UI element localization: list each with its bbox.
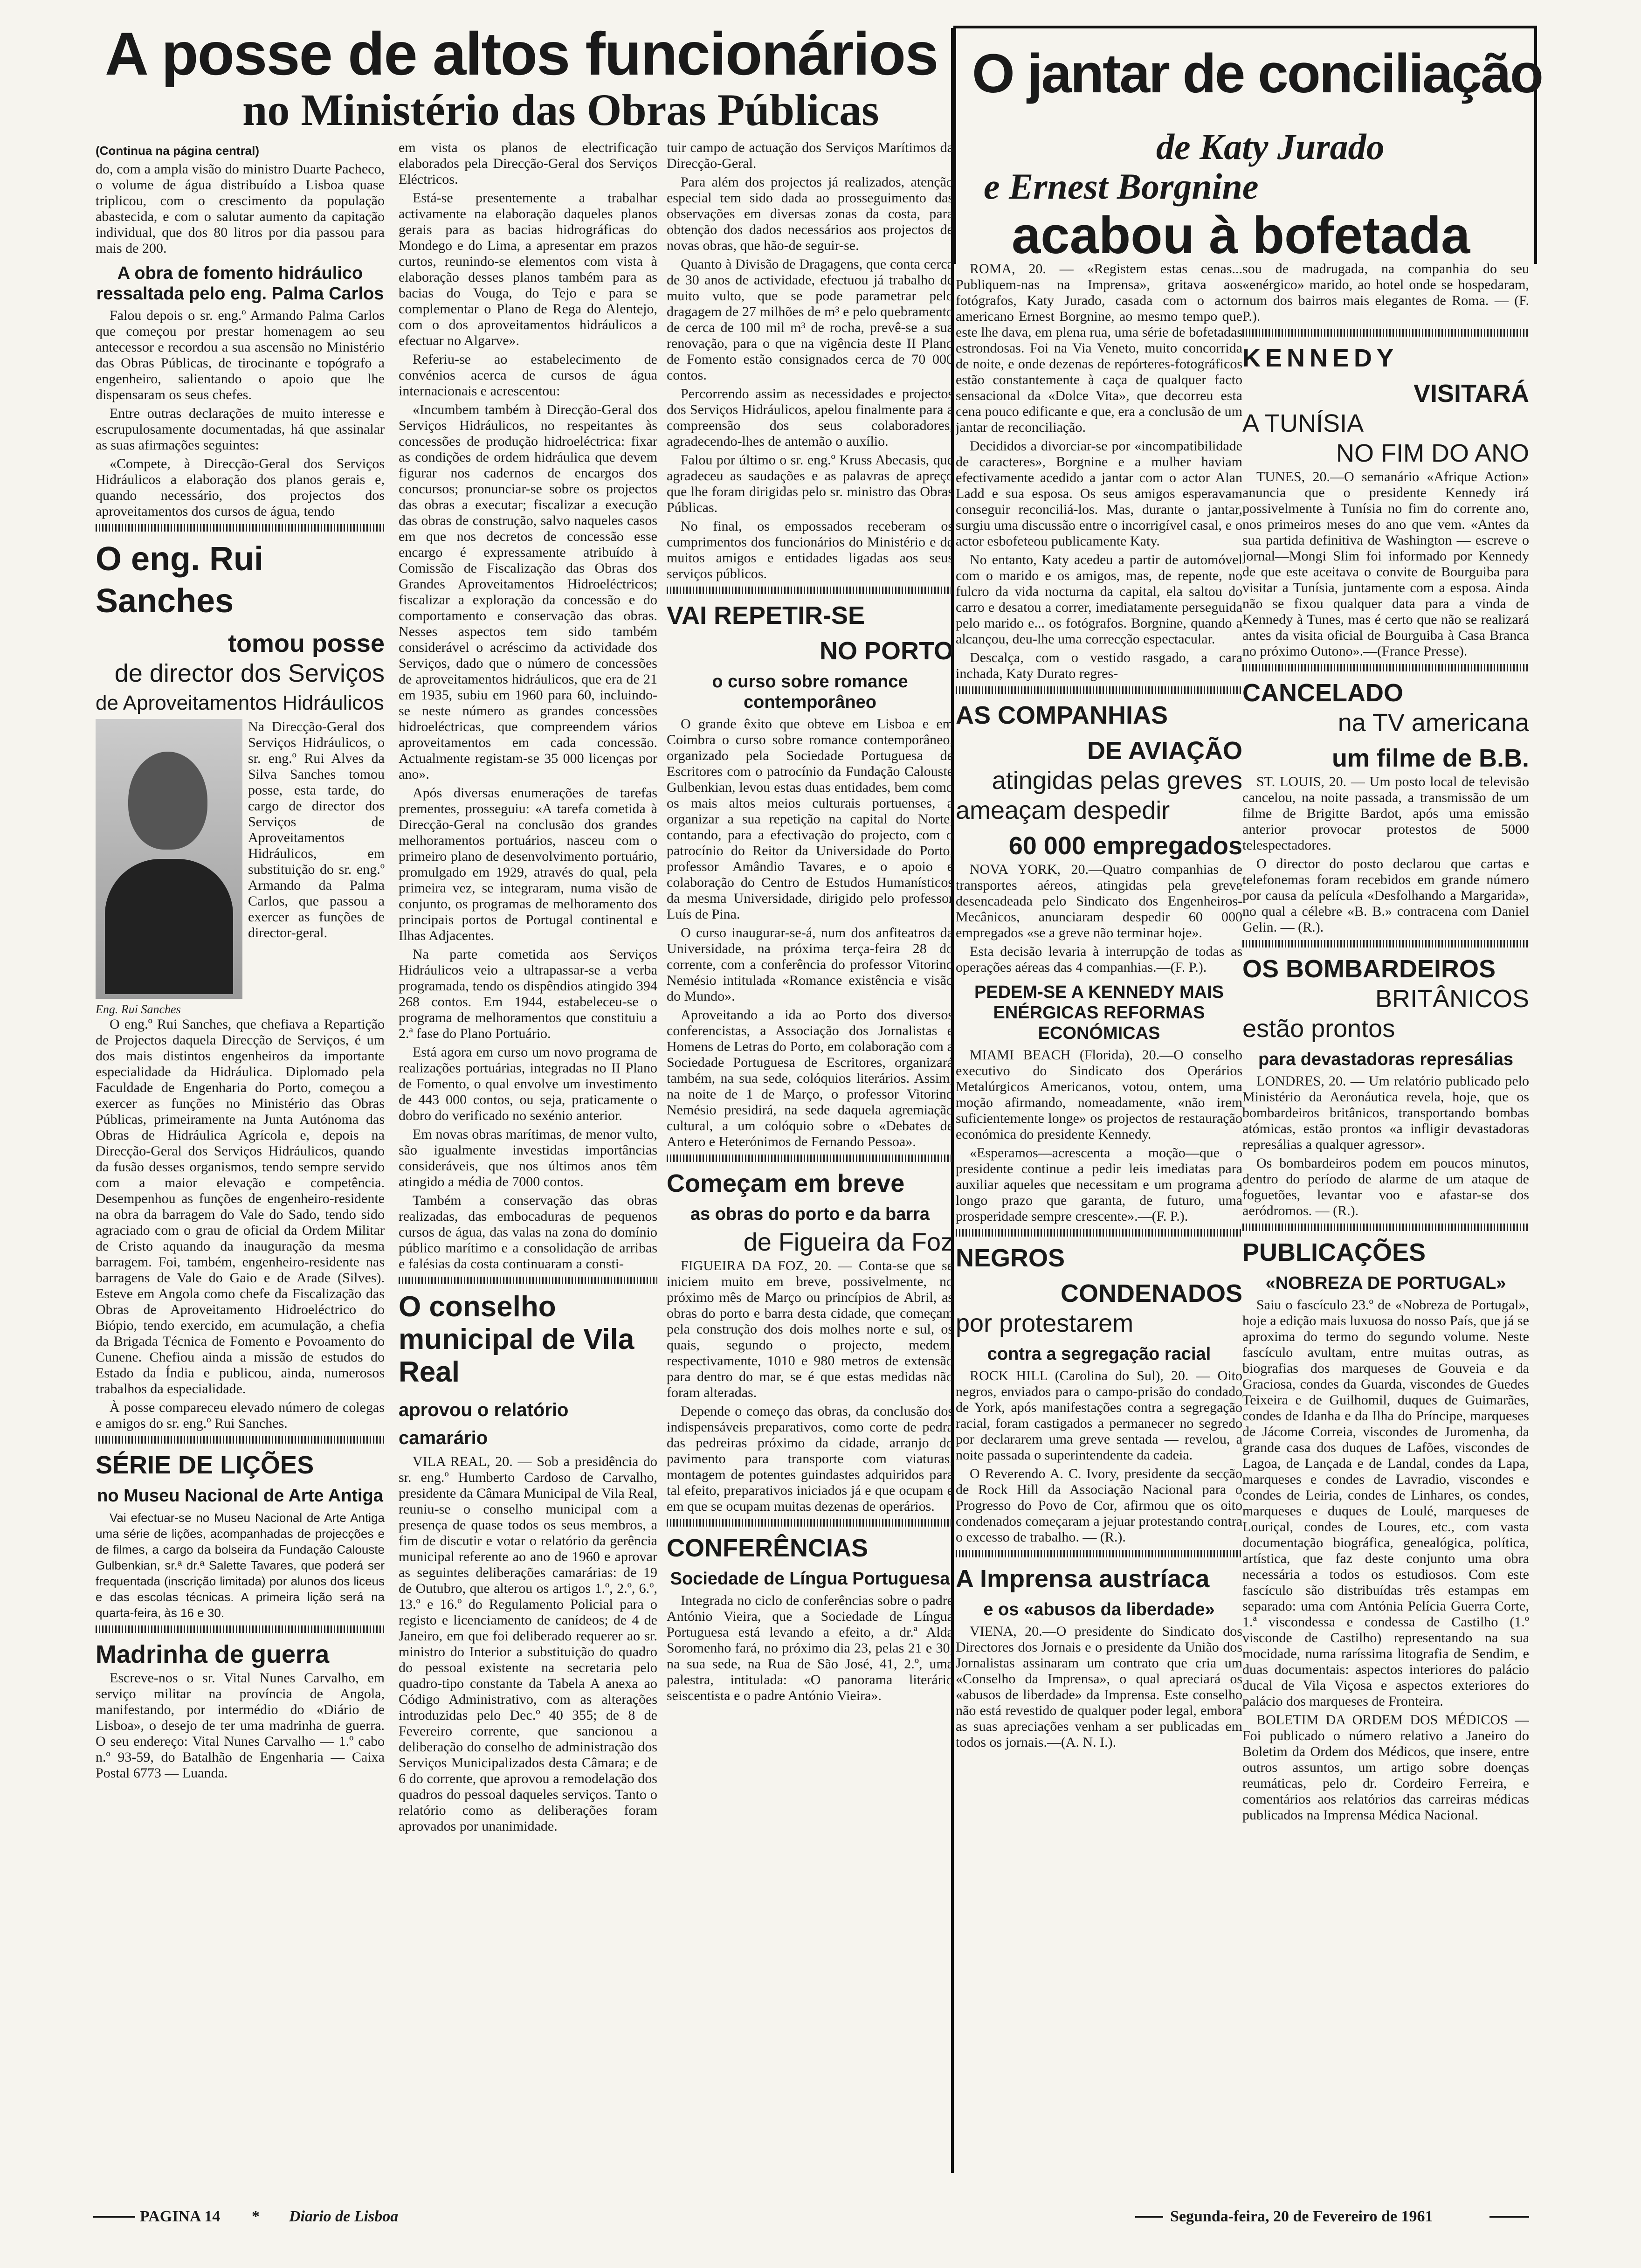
article-paragraph: ROMA, 20. — «Registem estas cenas... Publiquem-nas na Imprensa», gritava aos fotógrafos, Katy Jurado, casada com o actor americano Ernest Borgnine, ao mesmo tempo que este lhe dava, em plena rua, uma série de bofetadas estrondosas. Foi na Via Veneto, muito concorrida de noite, e onde dezenas de repórteres-fotográficos estão constantemente à caça de qualquer facto sensacional da «Dolce Vita», que decorreu esta cena pouco edificante e que, era a conclusão de um jantar de reconciliação. [956,261,1242,435]
article-paragraph: «Incumbem também à Direcção-Geral dos Serviços Hidráulicos, no respeitantes às concessões de produção hidroeléctrica: fixar as condições de ordem hidráulica que devem figurar nos cadernos de encargos dos concursos; pronunciar-se sobre os projectos das obras a executar; fiscalizar a execução das obras de construção, salvo naqueles casos em que nos decretos de concessão esse encargo é expressamente atribuído à Comissão de Fiscalização das Obras dos Grandes Aproveitamentos Hidroeléctricos; fiscalizar a exploração da concessão e do comportamento e conservação das obras. Nesses aspectos tem sido também considerável o acréscimo da actividade dos Serviços, dado que o número de concessões de aproveitamentos hidráulicos, que era de 21 em 1935, subiu em 1960 para 60, incluindo-se neste número as grandes concessões hidroeléctricas, que compreendem vários aproveitamentos em cada concessão. Actualmente registam-se 35 000 licenças por ano». [399,402,657,782]
cancelado-headline: CANCELADO [1242,679,1403,707]
conferencias-headline: CONFERÊNCIAS [667,1534,869,1562]
vila-real-subhead: aprovou o relatório camarário [399,1400,569,1448]
section-divider [96,1436,385,1444]
article-paragraph: TUNES, 20.—O semanário «Afrique Action» anuncia que o presidente Kennedy irá possivelmente à Tunísia no fim do corrente ano, nos primeiros meses do ano que vem. «Antes da sua partida definitiva de Washington — escreve o jornal—Mongi Slim foi informado por Kennedy de que este aceitava o convite de Bourguiba para visitar a Tunísia, juntamente com a esposa. Ainda não se fixou qualquer data para a vinda de Kennedy à Tunes, mas é certo que não se realizará antes da visita oficial de Bourguiba à Casa Branca no próximo Outono».—(France Presse). [1242,469,1529,659]
figueira-headline: Começam em breve [667,1169,905,1197]
article-paragraph: Referiu-se ao estabelecimento de convénios acerca de cursos de água internacionais e acrescentou: [399,352,657,399]
cancelado-sub2: um filme de B.B. [1331,744,1529,772]
article-paragraph: Em novas obras marítimas, de menor vulto, são igualmente investidas importâncias consideráveis, que nos últimos anos têm atingido a média de 7000 contos. [399,1127,657,1189]
article-paragraph: Quanto à Divisão de Dragagens, que conta cerca de 30 anos de actividade, efectuou já trabalho de muito vulto, que se pode parametrar pelo dragagem de 27 milhões de m³ e pelo quebramento de cerca de 100 mil m³ de rocha, prevê-se a sua renovação, para o que na vigência deste II Plano de Fomento estão consignados cerca de 70 000 contos. [667,256,953,383]
madrinha-headline: Madrinha de guerra [96,1640,330,1668]
kennedy-sub2: NO FIM DO ANO [1336,439,1529,467]
figueira-subhead2: de Figueira da Foz [743,1228,953,1256]
section-divider [96,1625,385,1633]
jantar-headline-line1: O jantar de conciliação [972,43,1542,104]
article-paragraph: Para além dos projectos já realizados, atenção especial tem sido dada ao prosseguimento das observações em diversas zonas da costa, para obtenção dos dados necessários aos projectos de novas obras, que hão-de seguir-se. [667,174,953,253]
bombardeiros-sub1: estão prontos [1242,1015,1395,1043]
article-paragraph: O curso inaugurar-se-á, num dos anfiteatros da Universidade, na próxima terça-feira 28 do corrente, com a conferência do professor Vitorino Nemésio intitulada «Romance existência e visão do Mundo». [667,925,953,1004]
article-paragraph: ROCK HILL (Carolina do Sul), 20. — Oito negros, enviados para o campo-prisão do condado de York, após manifestações contra a segregação racial, foram castigados a permanecer no segredo por declararem uma greve sentada — revelou, a noite passada o superintendente da cadeia. [956,1368,1242,1463]
article-paragraph: NOVA YORK, 20.—Quatro companhias de transportes aéreos, atingidas pela greve desencadeada pelo Sindicato dos Engenheiros-Mecânicos, anunciaram despedir 60 000 empregados «se a greve não terminar hoje». [956,862,1242,940]
section-divider [667,1519,953,1527]
footer-date: Segunda-feira, 20 de Fevereiro de 1961 [1170,2208,1433,2225]
vila-real-headline: O conselho municipal de Vila Real [399,1291,634,1388]
portrait-body [105,859,233,994]
article-paragraph: Esta decisão levaria à interrupção de todas as operações aéreas das 4 companhias.—(F. P.). [956,944,1242,975]
section-divider [956,1550,1242,1557]
portrait-face [128,752,207,850]
section-divider [1242,1224,1529,1231]
article-paragraph: do, com a ampla visão do ministro Duarte Pacheco, o volume de água distribuído a Lisboa quase triplicou, com o crescimento da população abastecida, e com o salutar aumento da capitação individual, que dos 80 litros por dia passou para mais de 200. [96,161,385,256]
article-paragraph: O director do posto declarou que cartas e telefonemas foram recebidos em grande número por causa da película «Desfolhando a Margarida», no qual a célebre «B. B.» contracena com Daniel Gelin. — (R.). [1242,856,1529,935]
section-divider [96,524,385,532]
photo-caption: Eng. Rui Sanches [96,1003,181,1016]
article-paragraph: Saiu o fascículo 23.º de «Nobreza de Portugal», hoje a edição mais luxuosa do nosso País, que já se aproxima do termo do segundo volume. Neste fascículo avultam, entre muitas outras, as biografias dos marqueses de Gouveia e da Graciosa, condes da Guarda, viscondes de Guedes Teixeira e de Guilhomil, duques de Guimarães, condes de Idanha e da Ilha do Príncipe, marqueses de Jácome Correia, viscondes de Juromenha, da grande casa dos duques de Lafões, viscondes de Lagoa, de Lançada e de Landal, condes da Lapa, marqueses e condes de Lavradio, viscondes e condes de Leiria, condes de Linhares, os condes, marqueses e duques de Loulé, marqueses de Louriçal, condes de Loures, etc., com vasta documentação biográfica, genealógica, política, artística, que faz deste conjunto uma obra necessária a todos os estudiosos. Com este fascículo são distribuídas três estampas em separado: uma com Antónia Pelícia Guerra Corte, 1.ª viscondessa e condessa de Castilho (1.º visconde de Castilho) representando na sua mocidade, numa raríssima litografia de Sendim, e duas documentais: aspectos interiores do palácio ducal de Vila Viçosa e aspectos exteriores do palácio dos marqueses de Fronteira. [1242,1297,1529,1709]
column-5 [1242,261,1529,2154]
kennedy-headline-1: KENNEDY [1242,344,1399,372]
section-divider [956,1229,1242,1237]
article-paragraph: Descalça, com o vestido rasgado, a cara inchada, Katy Durato regres- [956,650,1242,681]
publicacoes-subhead: «NOBREZA DE PORTUGAL» [1265,1273,1506,1293]
aviacao-sub2: ameaçam despedir [956,796,1170,824]
jantar-headline-line3: e Ernest Borgnine [984,166,1259,207]
article-paragraph: Aproveitando a ida ao Porto dos diversos conferencistas, a Associação dos Jornalistas e Homens de Letras do Porto, em colaboração com a Sociedade Portuguesa de Escritores, organizará também, na sua sede, colóquios literários. Assim, na noite de 1 de Março, o professor Vitorino Nemésio presidirá, na sede daquela agremiação cultural, a um colóquio sobre o «Debates de Antero e Heterónimos de Fernando Pessoa». [667,1007,953,1149]
section-divider [1242,664,1529,671]
rui-sanches-sub2: de director dos Serviços [114,659,385,687]
jantar-headline-line2: de Katy Jurado [1156,126,1385,167]
footer-rule-mid [1135,2216,1163,2218]
article-paragraph: tuir campo de actuação dos Serviços Marítimos da Direcção-Geral. [667,140,953,171]
article-paragraph: Entre outras declarações de muito interesse e escrupulosamente documentadas, há que assinalar as suas afirmações seguintes: [96,406,385,453]
aviacao-sub1: atingidas pelas greves [992,767,1242,795]
figueira-subhead: as obras do porto e da barra [690,1204,930,1224]
rui-sanches-headline: O eng. Rui Sanches [96,540,263,620]
article-paragraph: Integrada no ciclo de conferências sobre o padre António Vieira, que a Sociedade de Língua Portuguesa está levando a efeito, a dr.ª Alda Soromenho fará, no próximo dia 23, pelas 21 e 30, na sua sede, na Rua de São José, 41, 2.º, uma palestra, intitulada: «O panorama literário seiscentista e o padre António Vieira». [667,1593,953,1703]
bombardeiros-sub2: para devastadoras represálias [1258,1050,1514,1069]
continua-note: (Continua na página central) [96,144,260,158]
article-paragraph: Falou por último o sr. eng.º Kruss Abecasis, que agradeceu as saudações e as palavras de apreço que lhe foram dirigidas pelo sr. ministro das Obras Públicas. [667,452,953,515]
footer-star: * [252,2208,260,2225]
article-paragraph: Decididos a divorciar-se por «incompatibilidade de caracteres», Borgnine e a mulher haviam efectivamente acedido a jantar com o actor Alan Ladd e sua esposa. Os seus amigos esperavam conseguir reconciliá-los. Mas, durante o jantar, surgiu uma discussão entre o incorrigível casal, e o actor esbofeteou publicamente Katy. [956,438,1242,549]
negros-headline-1: NEGROS [956,1244,1065,1272]
article-paragraph: Está-se presentemente a trabalhar activamente na elaboração daqueles planos gerais para as bacias hidrográficas do Mondego e do Lima, a apresentar em prazos curtos, reunindo-se elementos com vista à elaboração desses planos também para as bacias do Vouga, do Tejo e para se complementar o Plano de Rega do Alentejo, com o dos aproveitamentos hidráulicos a efectuar no Algarve». [399,190,657,348]
column-1 [96,140,385,2154]
article-paragraph: No entanto, Katy acedeu a partir de automóvel com o marido e os amigos, mas, de repente, no fulcro da vida nocturna da capital, ela saltou do carro e desatou a correr, imediatamente perseguida pelo marido e... os fotógrafos. Borgnine, quando a alcançou, deu-lhe uma correcção espectacular. [956,552,1242,647]
article-paragraph: O Reverendo A. C. Ivory, presidente da secção de Rock Hill da Associação Nacional para o Progresso do Povo de Cor, afirmou que os oito condenados começaram a jejuar protestando contra o excesso de trabalho. — (R.). [956,1466,1242,1545]
porto-headline-2: NO PORTO [819,637,953,665]
bombardeiros-headline-2: BRITÂNICOS [1375,985,1529,1013]
article-paragraph: O eng.º Rui Sanches, que chefiava a Repartição de Projectos daquela Direcção de Serviços, é um dos mais distintos engenheiros da importante especialidade da Hidráulica. Diplomado pela Faculdade de Engenharia do Porto, começou a exercer as funções no Ministério das Obras Públicas, primeiramente na Junta Autónoma das Obras de Hidráulica Agrícola e, depois na Direcção-Geral dos Serviços Hidráulicos, quando da fusão desses organismos, tendo sempre servido com a maior elevação e competência. Desempenhou as funções de engenheiro-residente na obra da barragem do Vale do Sado, tendo sido agraciado com o grau de oficial da Ordem Militar de Cristo aquando da inauguração da mesma barragem. Foi, também, engenheiro-residente nas barragens de Vale do Gaio e de Arade (Silves). Esteve em Angola como chefe da Fiscalização das Obras de Aproveitamento Hidroeléctrico do Biópio, tendo exercido, em acumulação, a chefia da Brigada Técnica de Fomento e Povoamento do Cunene. Chefiou ainda a missão de estudos do Estado da Índia e publicou, ainda, numerosos trabalhos da especialidade. [96,1016,385,1397]
article-paragraph: VILA REAL, 20. — Sob a presidência do sr. eng.º Humberto Cardoso de Carvalho, presidente da Câmara Municipal de Vila Real, reuniu-se o conselho municipal com a presença de quase todos os seus membros, a fim de discutir e votar o relatório da gerência municipal referente ao ano de 1960 e aprovar as seguintes deliberações camarárias: de 19 de Outubro, que alterou os artigos 1.º, 2.º, 6.º, 13.º e 16.º do Regulamento Policial para o registo e licenciamento de canídeos; de 4 de Janeiro, em que foi deliberado requerer ao sr. ministro do Interior a substituição do quadro do pessoal existente na secretaria pelo quadro-tipo constante da Tabela A anexa ao Código Administrativo, com as alterações introduzidas pelo Dec.º 40 355; de 8 de Fevereiro corrente, que sancionou a deliberação do conselho de administração dos Serviços Municipalizados desta Câmara; e de 6 do corrente, que aprovou a remodelação dos quadros do pessoal daqueles serviços. Tanto o relatório como as deliberações foram aprovados por unanimidade. [399,1454,657,1834]
negros-headline-2: CONDENADOS [1060,1279,1242,1307]
article-subhead: A obra de fomento hidráulico ressaltada pelo eng. Palma Carlos [96,263,384,304]
article-paragraph: «Compete, à Direcção-Geral dos Serviços Hidráulicos a elaboração dos planos gerais e, quando necessário, dos projectos dos aproveitamentos dos cursos de água, tendo [96,456,385,519]
serie-headline: SÉRIE DE LIÇÕES [96,1451,314,1479]
article-paragraph: Na parte cometida aos Serviços Hidráulicos veio a ultrapassar-se a verba programada, tendo os dispêndios atingido 394 268 contos. Em 1944, estabeleceu-se o programa de melhoramentos que constituiu a 2.ª fase do Plano Portuário. [399,947,657,1041]
article-paragraph: Vai efectuar-se no Museu Nacional de Arte Antiga uma série de lições, acompanhadas de projecções e de filmes, a cargo da bolseira da Fundação Calouste Gulbenkian, sr.ª dr.ª Salette Tavares, que poderá ser frequentada (inscrição limitada) por alunos dos liceus e das escolas técnicas. A primeira lição será na quarta-feira, às 16 e 30. [96,1511,385,1620]
portrait-photo [96,719,242,999]
serie-subhead: no Museu Nacional de Arte Antiga [97,1486,383,1506]
kennedy-sub1: A TUNÍSIA [1242,409,1364,437]
bombardeiros-headline-1: OS BOMBARDEIROS [1242,955,1496,983]
section-divider [1242,940,1529,947]
rui-sanches-sub3: de Aproveitamentos Hidráulicos [96,691,384,714]
section-divider [667,1155,953,1162]
article-paragraph: «Esperamos—acrescenta a moção—que o presidente continue a pedir leis imediatas para auxiliar aqueles que necessitam e um programa a longo prazo que garanta, de futuro, uma prosperidade sempre crescente».—(F. P.). [956,1145,1242,1224]
section-divider [667,587,953,594]
section-divider [1242,329,1529,337]
porto-subhead: o curso sobre romance contemporâneo [712,672,908,712]
kennedy-reform-headline: PEDEM-SE A KENNEDY MAIS ENÉRGICAS REFORMAS ECONÓMICAS [974,982,1224,1043]
negros-sub1: por protestarem [956,1309,1134,1337]
article-paragraph: Falou depois o sr. eng.º Armando Palma Carlos que começou por prestar homenagem ao seu antecessor e recordou a sua ascensão no Ministério das Obras Públicas, de tirocinante e topógrafo a engenheiro, salientando o apoio que lhe dispensaram os seus chefes. [96,308,385,402]
footer-rule-right [1489,2216,1529,2218]
main-headline-line2: no Ministério das Obras Públicas [242,85,879,135]
aviacao-headline-2: DE AVIAÇÃO [1087,737,1242,765]
footer-paper-name: Diario de Lisboa [289,2208,399,2225]
article-paragraph: sou de madrugada, na companhia do seu «enérgico» marido, ao hotel onde se hospedaram, num dos bairros mais elegantes de Roma. — (F. P.). [1242,261,1529,324]
aviacao-headline-1: AS COMPANHIAS [956,701,1168,729]
conferencias-subhead: Sociedade de Língua Portuguesa [670,1569,950,1589]
article-paragraph: Também a conservação das obras realizadas, das embocaduras de pequenos cursos de água, das valas na zona do domínio público marítimo e a consolidação de arribas e falésias da costa continuaram a consti- [399,1193,657,1272]
article-paragraph: MIAMI BEACH (Florida), 20.—O conselho executivo do Sindicato dos Operários Metalúrgicos Americanos, votou, ontem, uma moção afirmando, nomeadamente, «não irem suficientemente longe» os projectos de restauração económica do presidente Kennedy. [956,1047,1242,1142]
column-2 [399,140,657,2154]
section-divider [399,1277,657,1284]
aviacao-sub3: 60 000 empregados [1008,832,1242,860]
imprensa-subhead: e os «abusos da liberdade» [983,1600,1215,1619]
column-3 [667,140,953,2154]
article-paragraph: Escreve-nos o sr. Vital Nunes Carvalho, em serviço militar na província de Angola, manifestando, por intermédio do «Diário de Lisboa», o desejo de ter uma madrinha de guerra. O seu endereço: Vital Nunes Carvalho — 1.º cabo n.º 93-59, do Batalhão de Engenharia — Caixa Postal 6773 — Luanda. [96,1670,385,1781]
rui-sanches-sub1: tomou posse [228,629,385,657]
negros-sub2: contra a segregação racial [987,1344,1211,1364]
article-paragraph: VIENA, 20.—O presidente do Sindicato dos Directores dos Jornais e o presidente da União dos Jornalistas assinaram um contrato que cria um «Conselho da Imprensa», o qual apreciará os «abusos de liberdade» da Imprensa. Este conselho não está revestido de qualquer poder legal, embora as suas apreciações venham a ser publicadas em todos os jornais.—(A. N. I.). [956,1624,1242,1750]
article-paragraph: Após diversas enumerações de tarefas prementes, prosseguiu: «A tarefa cometida à Direcção-Geral na conclusão dos grandes melhoramentos portuários, nasceu com o primeiro plano de desenvolvimento portuário, promulgado em 1929, através do qual, pela primeira vez, se integraram, numa visão de conjunto, os programas de melhoramento dos principais portos de Portugal continental e Ilhas Adjacentes. [399,785,657,943]
footer-rule-left [93,2216,135,2218]
imprensa-headline: A Imprensa austríaca [956,1565,1210,1593]
article-paragraph: LONDRES, 20. — Um relatório publicado pelo Ministério da Aeronáutica revela, hoje, que os bombardeiros britânicos, transportando bombas atómicas, estão prontos «a infligir devastadoras represálias a qualquer agressor». [1242,1073,1529,1152]
main-headline-line1: A posse de altos funcionários [105,20,938,88]
article-paragraph: Percorrendo assim as necessidades e projectos dos Serviços Hidráulicos, apelou finalmente para a compreensão dos seus colaboradores, agradecendo-lhes de antemão o auxílio. [667,386,953,449]
article-paragraph: No final, os empossados receberam os cumprimentos dos funcionários do Ministério e de muitos amigos e entidades ligadas aos seus serviços públicos. [667,519,953,581]
article-paragraph: Está agora em curso um novo programa de realizações portuárias, integradas no II Plano de Fomento, o qual envolve um investimento de 443 000 contos, ou seja, praticamente o dobro do verificado no sexénio anterior. [399,1044,657,1123]
article-paragraph: Depende o começo das obras, da conclusão dos indispensáveis preparativos, como corte de pedra das pedreiras próximo da cidade, arranjo do pavimento para transporte com viaturas, montagem de potentes guindastes adquiridos para tal efeito, preparativos iniciados já e que ocupam e em que se ocupam muitas dezenas de operários. [667,1404,953,1514]
article-paragraph: Os bombardeiros podem em poucos minutos, dentro do período de alarme de um ataque de foguetões, levantar voo e afastar-se dos aeródromos. — (R.). [1242,1155,1529,1218]
article-paragraph: BOLETIM DA ORDEM DOS MÉDICOS — Foi publicado o número relativo a Janeiro do Boletim da Ordem dos Médicos, que insere, entre outros assuntos, um artigo sobre doenças reumáticas, pelo dr. Cordeiro Ferreira, e comentários aos relatórios das carreiras médicas publicados na Imprensa Médica Nacional. [1242,1712,1529,1823]
article-paragraph: Na Direcção-Geral dos Serviços Hidráulicos, o sr. eng.º Rui Alves da Silva Sanches tomou posse, esta tarde, do cargo de director dos Serviços de Aproveitamentos Hidráulicos, em substituição do sr. eng.º Armando da Palma Carlos, que passou a exercer as funções de director-geral. [248,719,385,940]
cancelado-sub1: na TV americana [1338,709,1529,737]
article-paragraph: em vista os planos de electrificação elaborados pela Direcção-Geral dos Serviços Eléctricos. [399,140,657,187]
footer-page-number: PAGINA 14 [140,2208,221,2225]
article-paragraph: ST. LOUIS, 20. — Um posto local de televisão cancelou, na noite passada, a transmissão de um filme de Brigitte Bardot, após uma emissão anterior provocar protestos de 5000 telespectadores. [1242,774,1529,853]
article-paragraph: FIGUEIRA DA FOZ, 20. — Conta-se que se iniciem muito em breve, possivelmente, no próximo mês de Março ou princípios de Abril, as obras do porto e barra desta cidade, que começam pela construção dos dois molhes norte e sul, os quais, segundo o projecto, medem, respectivamente, 1010 e 980 metros de extensão para dentro do mar, se é que estas medidas não foram alteradas. [667,1258,953,1400]
jantar-headline-line4: acabou à bofetada [1012,206,1470,264]
section-divider [956,686,1242,694]
article-paragraph: À posse compareceu elevado número de colegas e amigos do sr. eng.º Rui Sanches. [96,1400,385,1431]
kennedy-headline-2: VISITARÁ [1413,380,1529,408]
column-4 [956,261,1242,2154]
publicacoes-headline: PUBLICAÇÕES [1242,1238,1426,1266]
porto-headline-1: VAI REPETIR-SE [667,602,865,629]
article-paragraph: O grande êxito que obteve em Lisboa e em Coimbra o curso sobre romance contemporâneo, organizado pela Sociedade Portuguesa de Escritores com o patrocínio da Fundação Calouste Gulbenkian, levou estas duas entidades, bem como os mais altos meios culturais portuenses, a organizar a sua repetição na capital do Norte, contando, para a efectivação do projecto, com o patrocínio do Reitor da Universidade do Porto, professor Amândio Tavares, e o apoio e colaboração do Centro de Estudos Humanísticos da mesma Universidade, dirigido pelo professor Luís de Pina. [667,716,953,922]
